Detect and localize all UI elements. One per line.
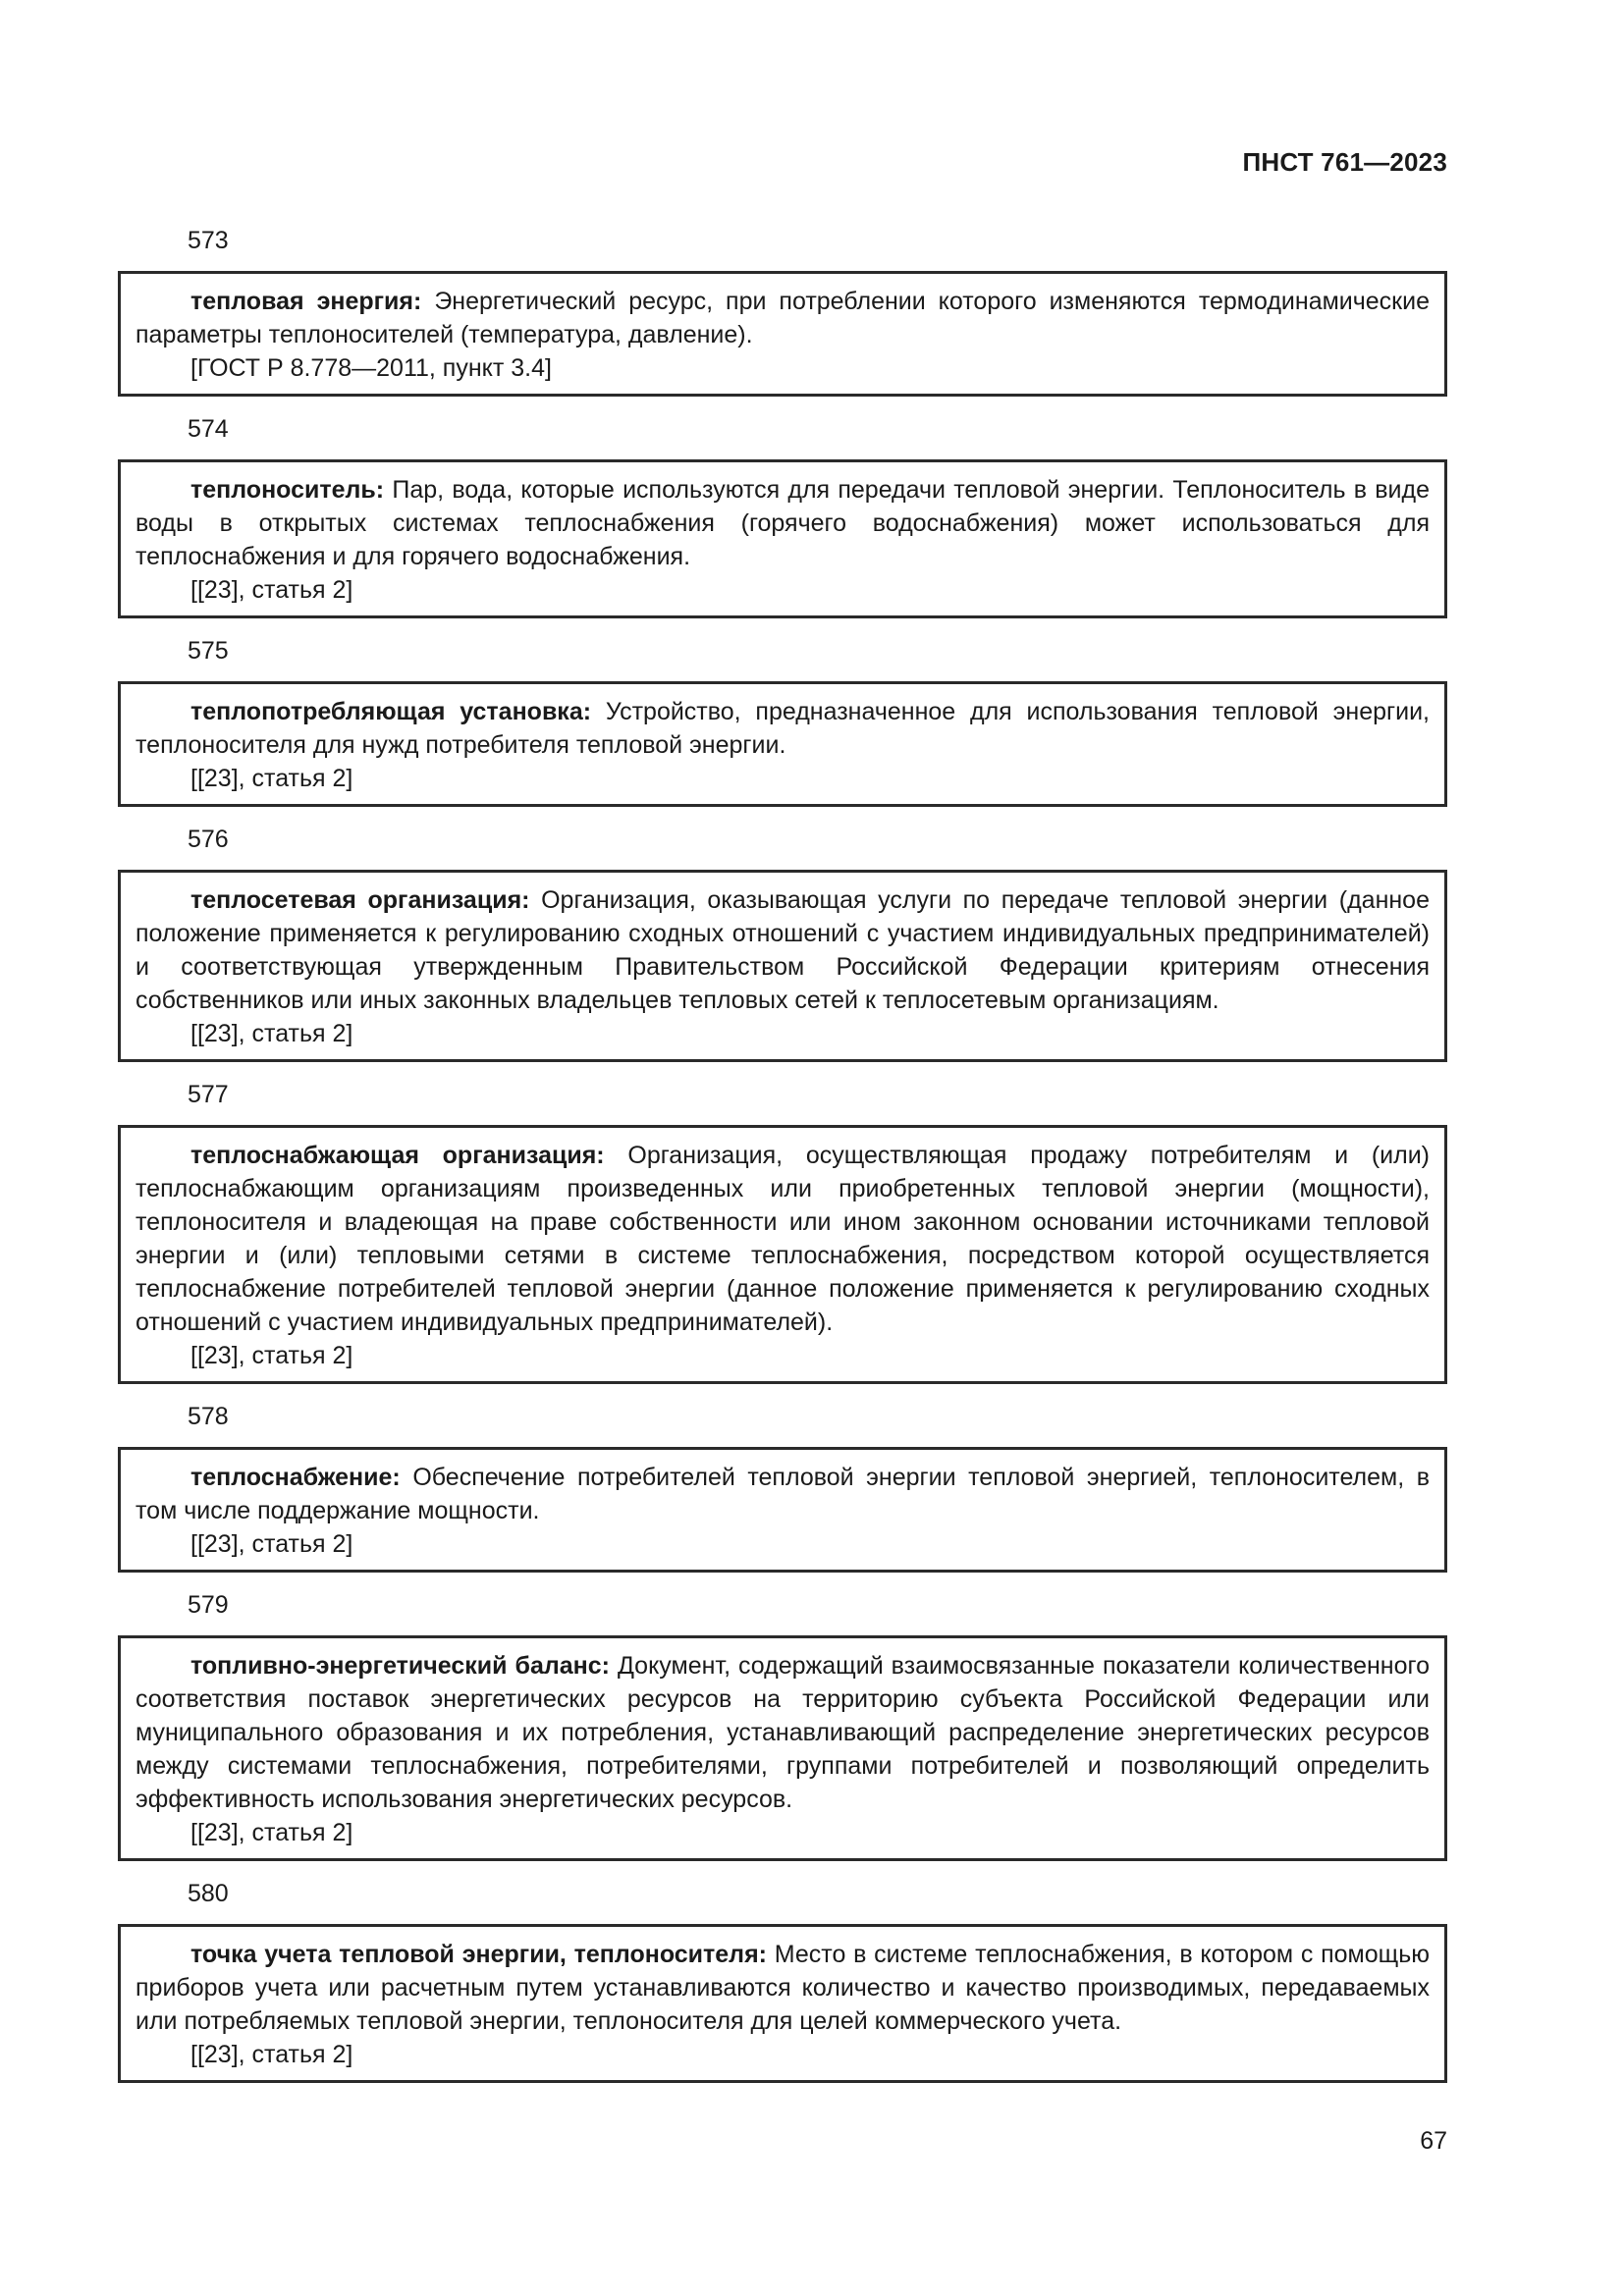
term-number: 580	[188, 1880, 229, 1907]
term-definition: Энергетический ресурс, при потреблении которого изменяются термодинамические параметры теплоносителей (температура, давление).	[135, 288, 1430, 348]
term-definition: Пар, вода, которые используются для передачи тепловой энергии. Теплоноситель в виде воды в открытых системах теплоснабжения (горячего водоснабжения) может использоваться для теплоснабжения и для горячего водоснабжения.	[135, 476, 1430, 570]
term-number: 575	[188, 637, 229, 665]
term-name: топливно-энергетический баланс:	[190, 1652, 610, 1680]
term-definition: Обеспечение потребителей тепловой энергии тепловой энергией, теплоносителем, в том числе поддержание мощности.	[135, 1464, 1430, 1524]
term-definition: Организация, оказывающая услуги по передаче тепловой энергии (данное положение применяется к регулированию сходных отношений с участием индивидуальных предпринимателей) и соответствующая утвержденным Правительством Российской Федерации критериям отнесения собственников или иных законных владельцев тепловых сетей к теплосетевым организациям.	[135, 886, 1430, 1014]
term-source: [[23], статья 2]	[190, 1530, 353, 1558]
term-source: [[23], статья 2]	[190, 1819, 353, 1846]
term-text	[135, 285, 1430, 351]
term-text	[135, 695, 1430, 762]
term-definition: Место в системе теплоснабжения, в котором с помощью приборов учета или расчетным путем устанавливаются количество и качество производимых, передаваемых или потребляемых тепловой энергии, теплоносителя для целей коммерческого учета.	[135, 1941, 1430, 2035]
term-number: 574	[188, 415, 229, 443]
term-name: теплоснабжение:	[190, 1464, 401, 1491]
document-id: ПНСТ 761—2023	[1242, 147, 1447, 177]
term-entry	[118, 870, 1447, 1062]
term-number: 577	[188, 1081, 229, 1108]
term-entry	[118, 1447, 1447, 1573]
term-name: теплоноситель:	[190, 476, 385, 504]
term-name: теплоснабжающая организация:	[190, 1142, 605, 1169]
term-number: 579	[188, 1591, 229, 1619]
term-number: 578	[188, 1403, 229, 1430]
terms-list	[118, 224, 1447, 2099]
term-name: точка учета тепловой энергии, теплоносителя:	[190, 1941, 767, 1968]
term-text	[135, 473, 1430, 573]
term-source: [[23], статья 2]	[190, 1020, 353, 1047]
term-text	[135, 1139, 1430, 1339]
term-entry	[118, 271, 1447, 397]
term-text	[135, 1938, 1430, 2038]
term-text	[135, 883, 1430, 1017]
term-name: теплопотребляющая установка:	[190, 698, 592, 725]
term-source: [[23], статья 2]	[190, 1342, 353, 1369]
term-name: теплосетевая организация:	[190, 886, 530, 914]
page-number: 67	[1420, 2127, 1447, 2155]
term-entry	[118, 1635, 1447, 1861]
term-definition: Организация, осуществляющая продажу потребителям и (или) теплоснабжающим организациям произведенных или приобретенных тепловой энергии (мощности), теплоносителя и владеющая на праве собственности или ином законном основании источниками тепловой энергии и (или) тепловыми сетями в системе теплоснабжения, посредством которой осуществляется теплоснабжение потребителей тепловой энергии (данное положение применяется к регулированию сходных отношений с участием индивидуальных предпринимателей).	[135, 1142, 1430, 1336]
term-text	[135, 1461, 1430, 1527]
term-entry	[118, 459, 1447, 618]
term-source: [[23], статья 2]	[190, 2041, 353, 2068]
term-text	[135, 1649, 1430, 1816]
term-definition: Устройство, предназначенное для использования тепловой энергии, теплоносителя для нужд потребителя тепловой энергии.	[135, 698, 1431, 759]
term-name: тепловая энергия:	[190, 288, 422, 315]
term-entry	[118, 681, 1447, 807]
term-entry	[118, 1125, 1447, 1384]
term-entry	[118, 1924, 1447, 2083]
term-number: 573	[188, 227, 229, 254]
term-source: [[23], статья 2]	[190, 765, 353, 792]
term-source: [[23], статья 2]	[190, 576, 353, 604]
term-source: [ГОСТ Р 8.778—2011, пункт 3.4]	[190, 354, 552, 382]
term-number: 576	[188, 826, 229, 853]
term-definition: Документ, содержащий взаимосвязанные показатели количественного соответствия поставок энергетических ресурсов на территорию субъекта Российской Федерации или муниципального образования и их потребления, устанавливающий распределение энергетических ресурсов между системами теплоснабжения, потребителями, группами потребителей и позволяющий определить эффективность использования энергетических ресурсов.	[135, 1652, 1430, 1813]
